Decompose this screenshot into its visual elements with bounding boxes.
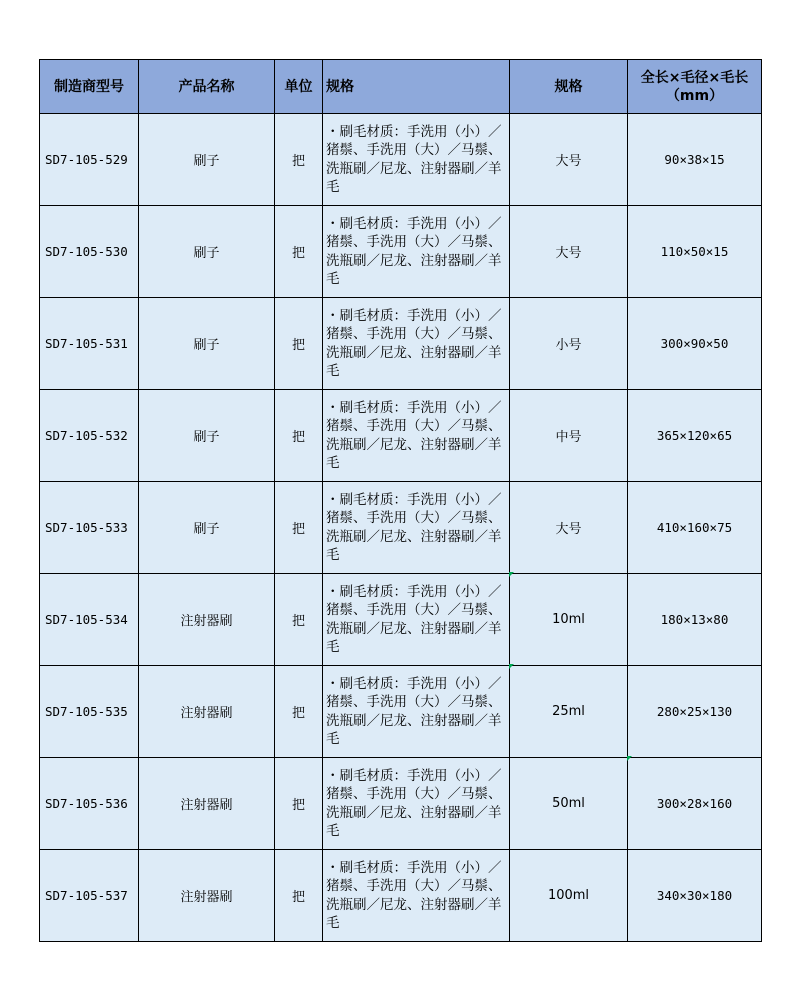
cell-size[interactable]: 25ml — [510, 666, 628, 758]
cell-code[interactable]: SD7-105-531 — [40, 298, 139, 390]
header-cell-dimensions[interactable] — [628, 60, 762, 114]
table-row — [40, 482, 762, 574]
table-row — [40, 850, 762, 942]
cell-unit[interactable]: 把 — [275, 114, 323, 206]
cell-code[interactable]: SD7-105-529 — [40, 114, 139, 206]
cell-unit[interactable]: 把 — [275, 482, 323, 574]
cell-spec-desc[interactable]: ・刷毛材质：手洗用（小）／猪鬃、手洗用（大）／马鬃、洗瓶刷／尼龙、注射器刷／羊毛 — [323, 390, 510, 482]
cell-product-name[interactable]: 刷子 — [139, 390, 275, 482]
cell-size[interactable]: 大号 — [510, 482, 628, 574]
cell-spec-desc[interactable]: ・刷毛材质：手洗用（小）／猪鬃、手洗用（大）／马鬃、洗瓶刷／尼龙、注射器刷／羊毛 — [323, 298, 510, 390]
header-cell-unit[interactable]: 单位 — [275, 60, 323, 114]
cell-dimensions[interactable]: 410×160×75 — [628, 482, 762, 574]
cell-product-name[interactable]: 注射器刷 — [139, 666, 275, 758]
cell-code[interactable]: SD7-105-535 — [40, 666, 139, 758]
cell-code[interactable]: SD7-105-533 — [40, 482, 139, 574]
product-table — [39, 59, 762, 942]
cell-size[interactable]: 10ml — [510, 574, 628, 666]
cell-dimensions[interactable]: 110×50×15 — [628, 206, 762, 298]
cell-unit[interactable]: 把 — [275, 574, 323, 666]
cell-spec-desc[interactable]: ・刷毛材质：手洗用（小）／猪鬃、手洗用（大）／马鬃、洗瓶刷／尼龙、注射器刷／羊毛 — [323, 482, 510, 574]
cell-code[interactable]: SD7-105-530 — [40, 206, 139, 298]
cell-dimensions[interactable]: 340×30×180 — [628, 850, 762, 942]
table-row — [40, 206, 762, 298]
header-cell-size[interactable]: 规格 — [510, 60, 628, 114]
header-cell-code[interactable]: 制造商型号 — [40, 60, 139, 114]
cell-code[interactable]: SD7-105-536 — [40, 758, 139, 850]
header-cell-name[interactable]: 产品名称 — [139, 60, 275, 114]
cell-code[interactable]: SD7-105-532 — [40, 390, 139, 482]
cell-unit[interactable]: 把 — [275, 758, 323, 850]
table-row — [40, 390, 762, 482]
table-row — [40, 666, 762, 758]
header-dims-line2: （mm） — [665, 87, 724, 104]
cell-spec-desc[interactable]: ・刷毛材质：手洗用（小）／猪鬃、手洗用（大）／马鬃、洗瓶刷／尼龙、注射器刷／羊毛 — [323, 758, 510, 850]
table-row — [40, 758, 762, 850]
cell-unit[interactable]: 把 — [275, 298, 323, 390]
spreadsheet — [39, 59, 761, 942]
table-row — [40, 298, 762, 390]
table-row — [40, 574, 762, 666]
cell-size[interactable]: 中号 — [510, 390, 628, 482]
comment-indicator[interactable] — [509, 572, 514, 577]
cell-spec-desc[interactable]: ・刷毛材质：手洗用（小）／猪鬃、手洗用（大）／马鬃、洗瓶刷／尼龙、注射器刷／羊毛 — [323, 850, 510, 942]
header-dims-line1: 全长×毛径×毛长 — [640, 69, 749, 86]
cell-size[interactable]: 小号 — [510, 298, 628, 390]
cell-dimensions[interactable]: 300×28×160 — [628, 758, 762, 850]
cell-product-name[interactable]: 注射器刷 — [139, 850, 275, 942]
cell-spec-desc[interactable]: ・刷毛材质：手洗用（小）／猪鬃、手洗用（大）／马鬃、洗瓶刷／尼龙、注射器刷／羊毛 — [323, 114, 510, 206]
cell-size[interactable]: 大号 — [510, 114, 628, 206]
cell-unit[interactable]: 把 — [275, 206, 323, 298]
cell-product-name[interactable]: 刷子 — [139, 114, 275, 206]
cell-product-name[interactable]: 注射器刷 — [139, 574, 275, 666]
cell-product-name[interactable]: 刷子 — [139, 482, 275, 574]
header-row — [40, 60, 762, 114]
cell-dimensions[interactable]: 90×38×15 — [628, 114, 762, 206]
comment-indicator[interactable] — [627, 756, 632, 761]
cell-product-name[interactable]: 注射器刷 — [139, 758, 275, 850]
cell-product-name[interactable]: 刷子 — [139, 298, 275, 390]
cell-spec-desc[interactable]: ・刷毛材质：手洗用（小）／猪鬃、手洗用（大）／马鬃、洗瓶刷／尼龙、注射器刷／羊毛 — [323, 574, 510, 666]
cell-dimensions[interactable]: 180×13×80 — [628, 574, 762, 666]
cell-size[interactable]: 50ml — [510, 758, 628, 850]
cell-dimensions[interactable]: 280×25×130 — [628, 666, 762, 758]
cell-code[interactable]: SD7-105-534 — [40, 574, 139, 666]
cell-dimensions[interactable]: 365×120×65 — [628, 390, 762, 482]
cell-unit[interactable]: 把 — [275, 390, 323, 482]
cell-size[interactable]: 大号 — [510, 206, 628, 298]
cell-size[interactable]: 100ml — [510, 850, 628, 942]
header-cell-spec-desc[interactable]: 规格 — [323, 60, 510, 114]
cell-code[interactable]: SD7-105-537 — [40, 850, 139, 942]
cell-product-name[interactable]: 刷子 — [139, 206, 275, 298]
cell-unit[interactable]: 把 — [275, 850, 323, 942]
cell-spec-desc[interactable]: ・刷毛材质：手洗用（小）／猪鬃、手洗用（大）／马鬃、洗瓶刷／尼龙、注射器刷／羊毛 — [323, 666, 510, 758]
cell-dimensions[interactable]: 300×90×50 — [628, 298, 762, 390]
cell-unit[interactable]: 把 — [275, 666, 323, 758]
table-row — [40, 114, 762, 206]
comment-indicator[interactable] — [509, 664, 514, 669]
cell-spec-desc[interactable]: ・刷毛材质：手洗用（小）／猪鬃、手洗用（大）／马鬃、洗瓶刷／尼龙、注射器刷／羊毛 — [323, 206, 510, 298]
